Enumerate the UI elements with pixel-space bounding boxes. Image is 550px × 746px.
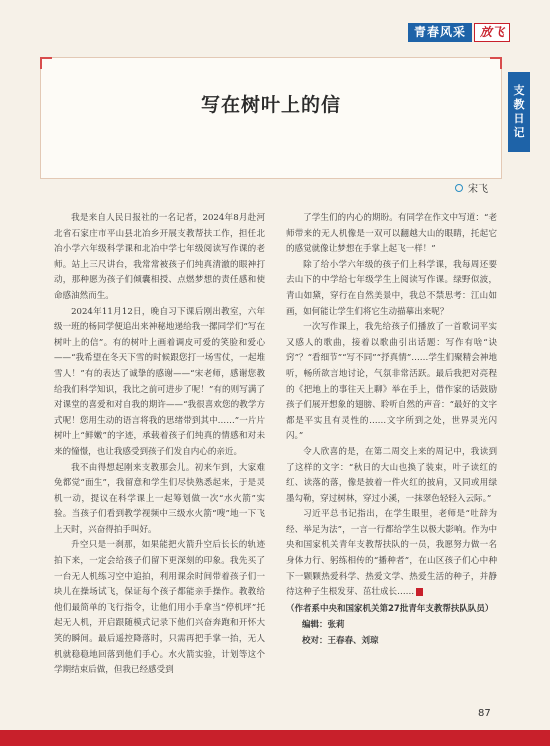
page-number: 87 (478, 708, 491, 719)
section-header (408, 23, 510, 42)
side-tab (508, 72, 530, 152)
paragraph: 2024年11月12日，晚自习下课后刚出教室，六年级一班的杨同学便追出来神秘地递给我一摞同学们“写在树叶上的信”。有的树叶上画着调皮可爱的笑脸和爱心——“我希望在冬天下雪的时候跟您打一场雪仗，一起堆雪人！”有的表达了诚挚的感谢——“宋老师，感谢您教给我们科学知识，我比之前可进步了呢！”有的则写满了对课堂的喜爱和对自我的期许——“我很喜欢您的教学方式呢！您用生动的语言将我的思绪带到其中……”一片片树叶上“鲜嫩”的字迹，承载着孩子们纯真的情感和对未来的憧憬，也让我感受到孩子们发自内心的亲近。 (54, 306, 265, 457)
author-byline (455, 180, 488, 195)
side-tab-char: 日 (513, 112, 525, 125)
credits (286, 601, 497, 649)
bullet-icon (455, 184, 463, 192)
paragraph (286, 507, 497, 601)
right-column (286, 211, 497, 649)
paragraph: 除了给小学六年级的孩子们上科学课，我每周还要去山下的中学给七年级学生上阅读写作课。绿野似波，青山如黛，穿行在自然美景中，我总不禁思考：江山如画，如何能让学生们将它生动描摹出来呢？ (286, 259, 497, 317)
proofreader-credit: 校对：王春春、刘琼 (302, 635, 379, 646)
end-mark-icon (416, 588, 423, 596)
paragraph: 升空只是一刹那，如果能把火箭升空后长长的轨迹拍下来，一定会给孩子们留下更深刻的印象。我先买了一台无人机练习空中追拍，利用课余时间带着孩子们一块儿在操场试飞，保证每个孩子都能亲手操作。教教给他们最简单的飞行指令，让他们用小手拿当“停机坪”托起无人机，开启跟随模式记录下他们兴奋奔跑和开怀大笑的瞬间。最后遥控降落时，只需再把手掌一抬，无人机就稳稳地回落到他们手心。水火箭实验，计划等这个学期结束后做，但我已经感受到 (54, 540, 265, 676)
author-name: 宋飞 (468, 184, 488, 195)
section-badge: 放飞 (474, 23, 510, 42)
corner-decoration (490, 57, 502, 69)
article-title: 写在树叶上的信 (200, 94, 341, 116)
side-tab-char: 教 (513, 98, 525, 111)
paragraph: 一次写作课上，我先给孩子们播放了一首歌词平实又感人的歌曲，接着以歌曲引出话题：写作有啥“诀窍”？“看细节”“写不同”“抒真情”……学生们聚精会神地听，畅所欲言地讨论，气氛非常活跃。最后我把对亮程的《把地上的事往天上聊》举在手上，借作家的话鼓励孩子们展开想象的翅膀、聆听自然的声音：“最好的文字都是平实且有灵性的……文字所到之处，世界灵光闪闪。” (286, 322, 497, 442)
paragraph: 我是来自人民日报社的一名记者，2024年8月赴河北省石家庄市平山县北冶乡开展支教帮扶工作，担任北冶小学六年级科学课和北冶中学七年级阅读写作课的老师。站上三尺讲台，我常常被孩子们纯真清澈的眼神打动，那种愿为孩子们倾囊相授、点燃梦想的责任感和使命感油然而生。 (54, 213, 265, 301)
footer-bar (0, 730, 550, 746)
title-card (40, 57, 502, 179)
paragraph: 了学生们的内心的期盼。有同学在作文中写道：“老师带来的无人机像是一双可以翻越大山的眼睛，托起它的感觉就像让梦想在手掌上起飞一样！” (286, 213, 497, 255)
side-tab-char: 记 (513, 126, 525, 139)
corner-decoration (40, 57, 52, 69)
side-tab-char: 支 (513, 84, 525, 97)
paragraph: 我不由得想起刚来支教那会儿。初来乍到，大家难免都觉“面生”，我留意和学生们尽快熟悉起来，于是灵机一动，提议在科学课上一起筹划做一次“水火箭”实验。当孩子们看到教学视频中三级水火箭“嗖”地一下飞上天时，兴奋得拍手叫好。 (54, 462, 265, 535)
editor-credit: 编辑：张莉 (302, 619, 345, 630)
paragraph-text: 习近平总书记指出，在学生眼里，老师是“吐辞为经、举足为法”，一言一行都给学生以极大影响。作为中央和国家机关青年支教帮扶队的一员，我愿努力做一名身体力行、躬练相传的“播种者”，在山区孩子们心中种下一颗颗热爱科学、热爱文学、热爱生活的种子，并静待这种子生根发芽、茁壮成长…… (286, 509, 497, 598)
left-column (54, 211, 265, 679)
section-label: 青春风采 (408, 23, 472, 42)
author-note: （作者系中央和国家机关第27批青年支教帮扶队队员） (286, 603, 494, 614)
paragraph: 令人欣喜的是，在第二周交上来的周记中，我读到了这样的文字：“秋日的大山也换了装束，叶子读红的红、读落的落，像是披着一件火红的披肩，又同或用绿墨勾勒，穿过树林，穿过小溪，一抹翠色轻轻入云际。” (286, 446, 497, 504)
